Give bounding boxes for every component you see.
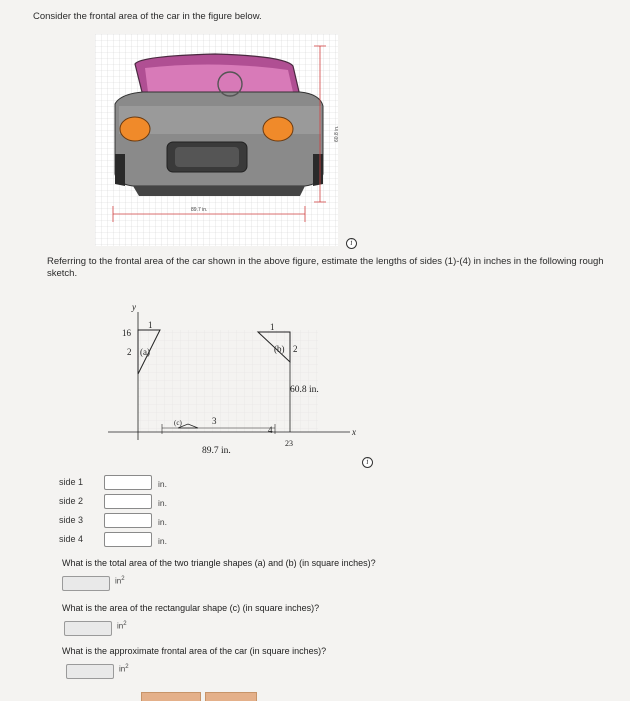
car-figure <box>95 34 338 246</box>
intro-text: Consider the frontal area of the car in the figure below. <box>33 11 262 22</box>
side-4-label: side 4 <box>59 534 84 544</box>
info-icon[interactable]: i <box>346 238 357 249</box>
side-1-label: side 1 <box>59 477 84 487</box>
question-frontal-area: What is the approximate frontal area of the car (in square inches)? <box>62 646 327 656</box>
frontal-area-unit: $in^2$ <box>119 664 129 674</box>
side-2-label: side 2 <box>59 496 84 506</box>
label-triangle-b: (b) <box>274 344 285 354</box>
x-axis-label: x <box>352 427 356 437</box>
info-icon[interactable]: i <box>362 457 373 468</box>
question-rectangle: What is the area of the rectangular shape (c) (in square inches)? <box>62 603 320 613</box>
side-2-unit: in. <box>158 498 167 508</box>
label-width: 89.7 in. <box>202 446 231 456</box>
side-3-unit: in. <box>158 517 167 527</box>
submit-button[interactable] <box>141 692 201 701</box>
rectangle-area-input[interactable] <box>64 621 112 636</box>
side-1-input[interactable] <box>104 475 152 490</box>
label-side1-left: 1 <box>148 320 153 330</box>
side-4-input[interactable] <box>104 532 152 547</box>
label-side2-right: 2 <box>293 344 298 354</box>
rough-sketch-svg <box>100 300 380 465</box>
label-side3: 3 <box>212 416 217 426</box>
side-4-unit: in. <box>158 536 167 546</box>
label-side1-right: 1 <box>270 322 275 332</box>
label-triangle-a: (a) <box>140 347 150 357</box>
y-axis-label: y <box>132 302 136 312</box>
car-figure-svg <box>95 34 338 246</box>
side-3-label: side 3 <box>59 515 84 525</box>
label-height: 60.8 in. <box>290 385 319 395</box>
car-drawing <box>115 54 323 196</box>
triangles-area-input[interactable] <box>62 576 110 591</box>
side-2-input[interactable] <box>104 494 152 509</box>
label-23: 23 <box>285 439 293 448</box>
frontal-area-input[interactable] <box>66 664 114 679</box>
label-shape-c: (c) <box>174 419 182 427</box>
side-3-input[interactable] <box>104 513 152 528</box>
figure-width-label: 89.7 in. <box>191 207 208 213</box>
rectangle-area-unit: $in^2$ <box>117 621 127 631</box>
side-1-unit: in. <box>158 479 167 489</box>
rough-sketch <box>100 300 380 465</box>
label-16: 16 <box>122 328 131 338</box>
label-side4: 4 <box>268 425 273 435</box>
question-triangles: What is the total area of the two triangle shapes (a) and (b) (in square inches)? <box>62 558 376 568</box>
next-button[interactable] <box>205 692 257 701</box>
triangles-area-unit: $in^2$ <box>115 576 125 586</box>
figure-height-label: 60.8 in. <box>334 125 340 142</box>
instruction-text: Referring to the frontal area of the car shown in the above figure, estimate the lengths of sides (1)-(4) in inches in the following rough sketch. <box>47 256 604 279</box>
label-side2-left: 2 <box>127 347 132 357</box>
